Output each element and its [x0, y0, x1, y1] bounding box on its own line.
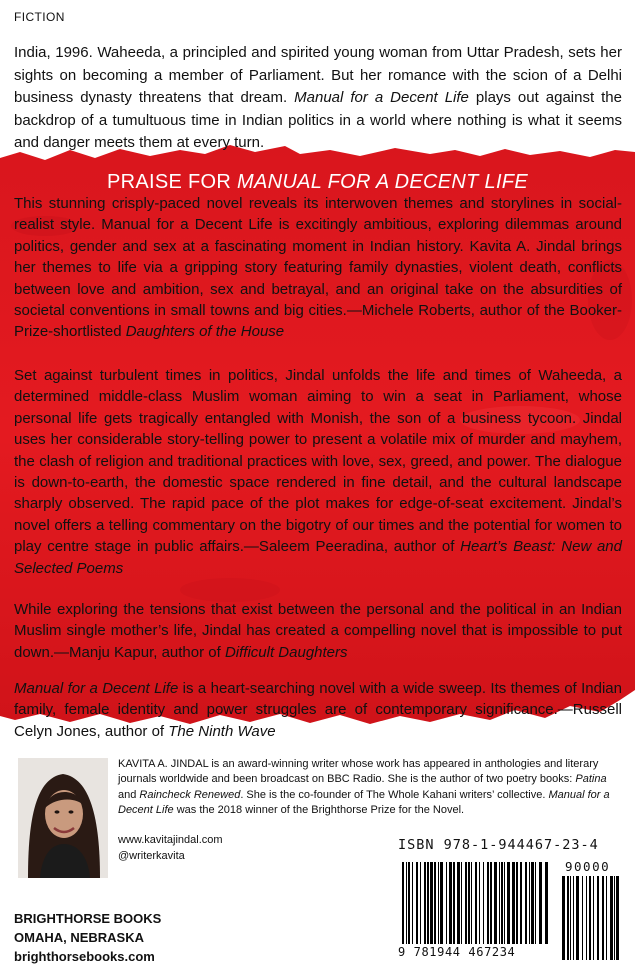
- barcode-bar: [573, 876, 574, 960]
- barcode-bar: [586, 876, 587, 960]
- barcode-bar: [412, 862, 413, 944]
- publisher-city: OMAHA, NEBRASKA: [14, 930, 144, 945]
- barcode-bar: [501, 862, 503, 944]
- barcode-bar: [520, 862, 522, 944]
- intro-text-1: India, 1996. Waheeda, a principled and spirited young woman from Uttar Pradesh, sets her sights on becoming a member of Parliament. But her romance with the scion of a Delhi business dynasty threatens that dream.: [14, 44, 622, 106]
- barcode-bar: [529, 862, 530, 944]
- barcode-bar: [461, 862, 462, 944]
- barcode-bar: [406, 862, 407, 944]
- author-website: www.kavitajindal.com: [118, 834, 223, 846]
- barcode-bar: [593, 876, 594, 960]
- barcode-bar: [440, 862, 443, 944]
- quote-work: Heart’s Beast: New and Selected Poems: [14, 538, 622, 577]
- praise-heading-prefix: PRAISE FOR: [107, 171, 238, 193]
- genre-label: FICTION: [14, 10, 65, 24]
- barcode-bar: [475, 862, 477, 944]
- barcode-bar: [471, 862, 472, 944]
- barcode-bar: [420, 862, 421, 944]
- barcode-bar: [468, 862, 470, 944]
- praise-quote: [14, 365, 622, 579]
- intro-book-title: Manual for a Decent Life: [294, 89, 469, 106]
- praise-quote: [14, 599, 622, 663]
- barcode-bar: [427, 862, 429, 944]
- barcode-bar: [512, 862, 515, 944]
- barcode-bar: [408, 862, 410, 944]
- quote-work: Daughters of the House: [125, 323, 285, 341]
- quote-text: While exploring the tensions that exist between the personal and the political in an Indian Muslim single mother’s life, Jindal has created a compelling novel that is impossible to put down.—Manju Kapur, author of: [14, 601, 622, 661]
- bio-text-3: was the 2018 winner of the Brighthorse Prize for the Novel.: [173, 804, 465, 817]
- barcode-bar: [589, 876, 591, 960]
- barcode-bar: [490, 862, 492, 944]
- bio-book-3: Manual for a Decent Life: [118, 788, 610, 817]
- bio-text-1: KAVITA A. JINDAL is an award-winning writer whose work has appeared in anthologies and literary journals worldwide and been broadcast on BBC Radio. She is the author of two poetry books:: [118, 758, 599, 786]
- isbn-label: ISBN 978-1-944467-23-4: [398, 837, 599, 853]
- praise-heading-title: MANUAL FOR A DECENT LIFE: [237, 171, 528, 193]
- barcode-bar: [446, 862, 447, 944]
- bio-and: and: [118, 788, 140, 801]
- quote-text: is a heart-searching novel with a wide sweep. Its themes of Indian family, female identity and power struggles are of contemporary significance.—Russell Celyn Jones, author of: [14, 680, 622, 740]
- barcode-bar: [516, 862, 518, 944]
- barcode-bar: [616, 876, 619, 960]
- barcode-bar: [416, 862, 418, 944]
- barcode-bar: [507, 862, 510, 944]
- author-photo: [18, 758, 108, 878]
- barcode-bar: [499, 862, 500, 944]
- barcode-bar: [457, 862, 460, 944]
- publisher-block: [14, 909, 161, 966]
- barcode-bar: [576, 876, 579, 960]
- bio-text-2: . She is the co-founder of The Whole Kahani writers’ collective.: [240, 788, 549, 801]
- barcode-bar: [430, 862, 433, 944]
- barcode-bar: [562, 876, 565, 960]
- barcode-bar: [531, 862, 534, 944]
- quote-work: Difficult Daughters: [224, 643, 348, 661]
- blurb-intro: [14, 42, 622, 155]
- barcode-bar: [424, 862, 426, 944]
- praise-quote: [14, 193, 622, 343]
- barcode-bar: [602, 876, 604, 960]
- barcode-bar: [545, 862, 548, 944]
- barcode-bar: [483, 862, 484, 944]
- praise-quote: [14, 678, 622, 742]
- barcode-bar: [487, 862, 489, 944]
- barcode-ean-number: 9 781944 467234: [398, 945, 516, 959]
- quote-work: The Ninth Wave: [168, 722, 276, 740]
- bio-book-1: Patina: [575, 773, 607, 786]
- praise-heading: [0, 171, 635, 194]
- barcode-bar: [525, 862, 527, 944]
- barcode-bar: [567, 876, 569, 960]
- publisher-name: BRIGHTHORSE BOOKS: [14, 911, 162, 926]
- barcode-bar: [449, 862, 452, 944]
- barcode-bar: [434, 862, 436, 944]
- author-bio: [118, 757, 624, 819]
- quote-text: Set against turbulent times in politics, Jindal unfolds the life and times of Waheeda, a determined middle-class Muslim woman aiming to win a seat in Parliament, whose personal life gets tragically entangled with Monish, the son of a business tycoon. Jindal uses her considerable story-telling power to present a volatile mix of murder and mayhem, the clash of religion and traditional practices with love, sex, greed, and power. The dialogue is down-to-earth, the domestic space rendered in fine detail, and the cultural landscape sharply observed. The rapid pace of the plot makes for edge-of-seat excitement. Jindal’s novel offers a telling commentary on the bigotry of our times and the potential for women to play centre stage in public affairs.—Saleem Peeradina, author of: [14, 367, 622, 556]
- quote-text: This stunning crisply-paced novel reveals its interwoven themes and storylines in social-realist style. Manual for a Decent Life is excitingly ambitious, exploring dilemmas around politics, gender and sex at a fascinating moment in Indian history. Kavita A. Jindal brings her themes to life via a gripping story featuring family dynasties, violent death, conflicts between love and ambition, sex and betrayal, and an original take on the absurdities of societal conventions in small towns and big cities.—Michele Roberts, author of the Booker-Prize-shortlisted: [14, 195, 622, 341]
- intro-text-2: plays out against the backdrop of a tumultuous time in Indian politics in a world where nothing is what it seems and danger meets them at every turn.: [14, 89, 622, 151]
- publisher-url: brighthorsebooks.com: [14, 949, 155, 964]
- barcode-bar: [402, 862, 404, 944]
- barcode-bar: [465, 862, 467, 944]
- barcode-bar: [453, 862, 455, 944]
- author-links: [118, 832, 223, 864]
- barcode-addon-number: 90000: [565, 859, 611, 874]
- barcode-bar: [614, 876, 615, 960]
- bio-book-2: Raincheck Renewed: [139, 788, 241, 801]
- barcode-bar: [535, 862, 536, 944]
- barcode-bar: [494, 862, 497, 944]
- barcode-bar: [504, 862, 505, 944]
- barcode-bar: [597, 876, 599, 960]
- author-handle: @writerkavita: [118, 850, 185, 862]
- barcode-bar: [479, 862, 480, 944]
- barcode-bar: [610, 876, 613, 960]
- quote-lead-title: Manual for a Decent Life: [14, 680, 179, 697]
- barcode-bar: [606, 876, 607, 960]
- barcode-bar: [438, 862, 439, 944]
- barcode-bar: [582, 876, 583, 960]
- barcode-bar: [539, 862, 542, 944]
- barcode-bar: [570, 876, 571, 960]
